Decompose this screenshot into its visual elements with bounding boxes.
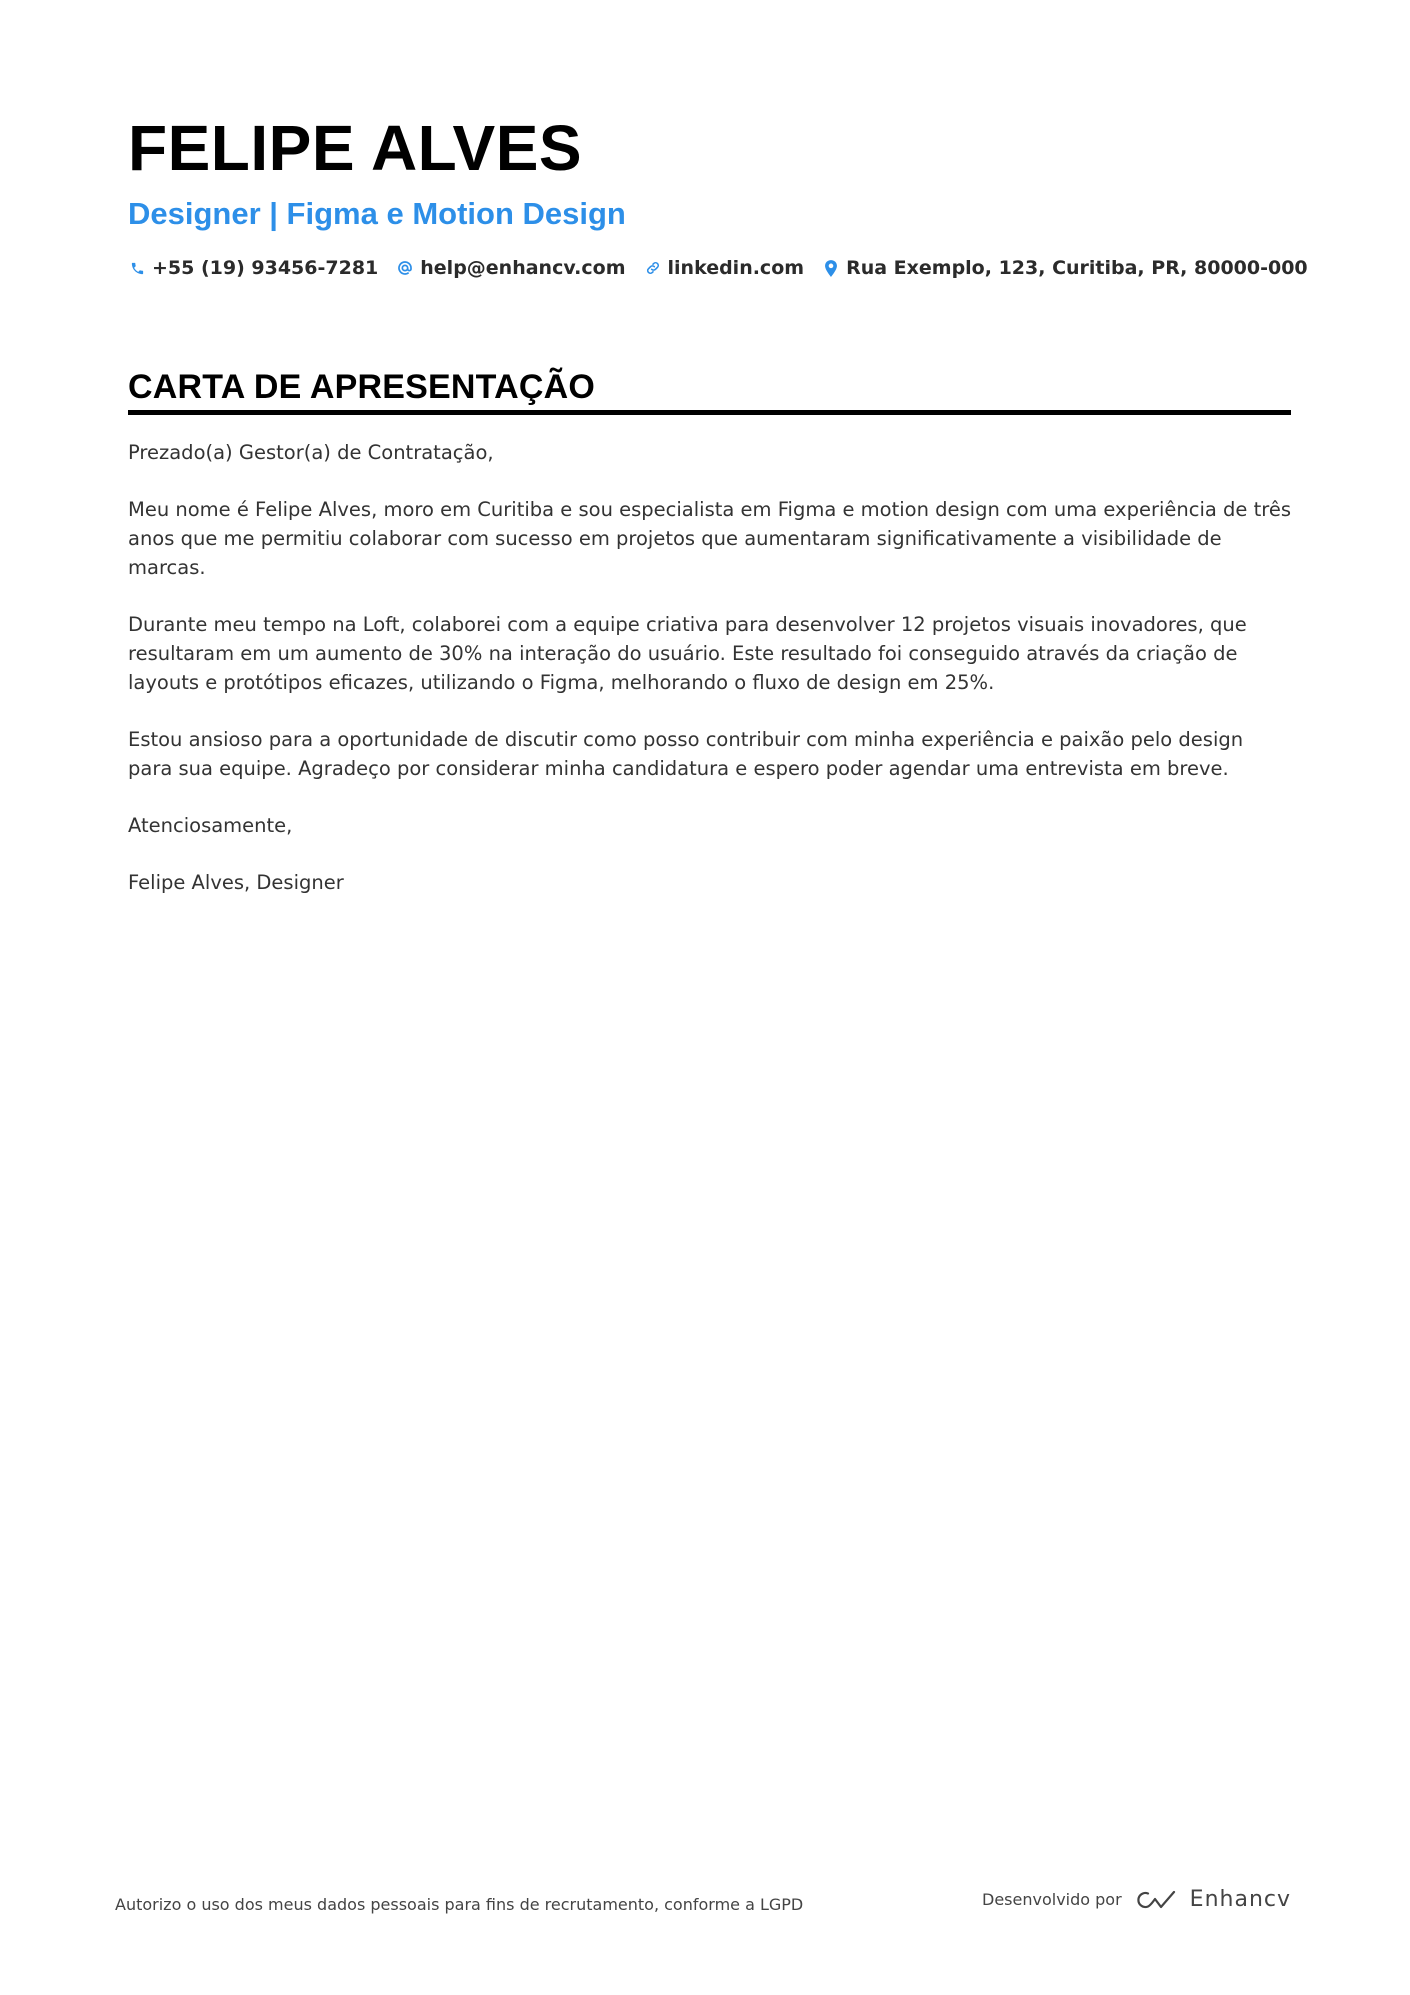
letter-body: [128, 438, 1291, 925]
section-divider: [128, 410, 1291, 415]
candidate-headline: Designer | Figma e Motion Design: [128, 196, 626, 231]
consent-text: Autorizo o uso dos meus dados pessoais para fins de recrutamento, conforme a LGPD: [115, 1895, 804, 1914]
section-title: CARTA DE APRESENTAÇÃO: [128, 368, 595, 406]
location-pin-icon: [822, 259, 840, 277]
header: [128, 112, 1308, 279]
sign-off: Atenciosamente,: [128, 814, 293, 837]
contact-email: [396, 257, 625, 279]
signature: Felipe Alves, Designer: [128, 871, 344, 894]
contact-linkedin-text[interactable]: linkedin.com: [667, 257, 805, 279]
at-icon: [396, 259, 414, 277]
paragraph-intro: Meu nome é Felipe Alves, moro em Curitiba e sou especialista em Figma e motion design com uma experiência de três anos que me permitiu colaborar com sucesso em projetos que aumentaram significativamente a visibilidade de marcas.: [128, 498, 1291, 579]
brand-name: Enhancv: [1189, 1887, 1291, 1912]
paragraph-closing: Estou ansioso para a oportunidade de discutir como posso contribuir com minha experiência e paixão pelo design para sua equipe. Agradeço por considerar minha candidatura e espero poder agendar uma entrevista em breve.: [128, 728, 1244, 780]
contact-phone-text[interactable]: +55 (19) 93456-7281: [152, 257, 379, 279]
contact-linkedin: [644, 257, 805, 279]
contact-address-text: Rua Exemplo, 123, Curitiba, PR, 80000-000: [846, 257, 1308, 279]
link-icon: [644, 259, 662, 277]
paragraph-experience: Durante meu tempo na Loft, colaborei com a equipe criativa para desenvolver 12 projetos visuais inovadores, que resultaram em um aumento de 30% na interação do usuário. Este resultado foi conseguido através da criação de layouts e protótipos eficazes, utilizando o Figma, melhorando o fluxo de design em 25%.: [128, 613, 1247, 694]
contact-address: [822, 257, 1308, 279]
powered-by[interactable]: [982, 1887, 1291, 1912]
contact-info: [128, 257, 1308, 279]
enhancv-logo-icon: [1134, 1888, 1180, 1912]
phone-icon: [128, 259, 146, 277]
contact-phone: [128, 257, 378, 279]
candidate-name: FELIPE ALVES: [128, 112, 583, 184]
footer: [115, 1887, 1291, 1933]
contact-email-text[interactable]: help@enhancv.com: [420, 257, 626, 279]
salutation: Prezado(a) Gestor(a) de Contratação,: [128, 441, 494, 464]
powered-by-label: Desenvolvido por: [982, 1890, 1122, 1909]
